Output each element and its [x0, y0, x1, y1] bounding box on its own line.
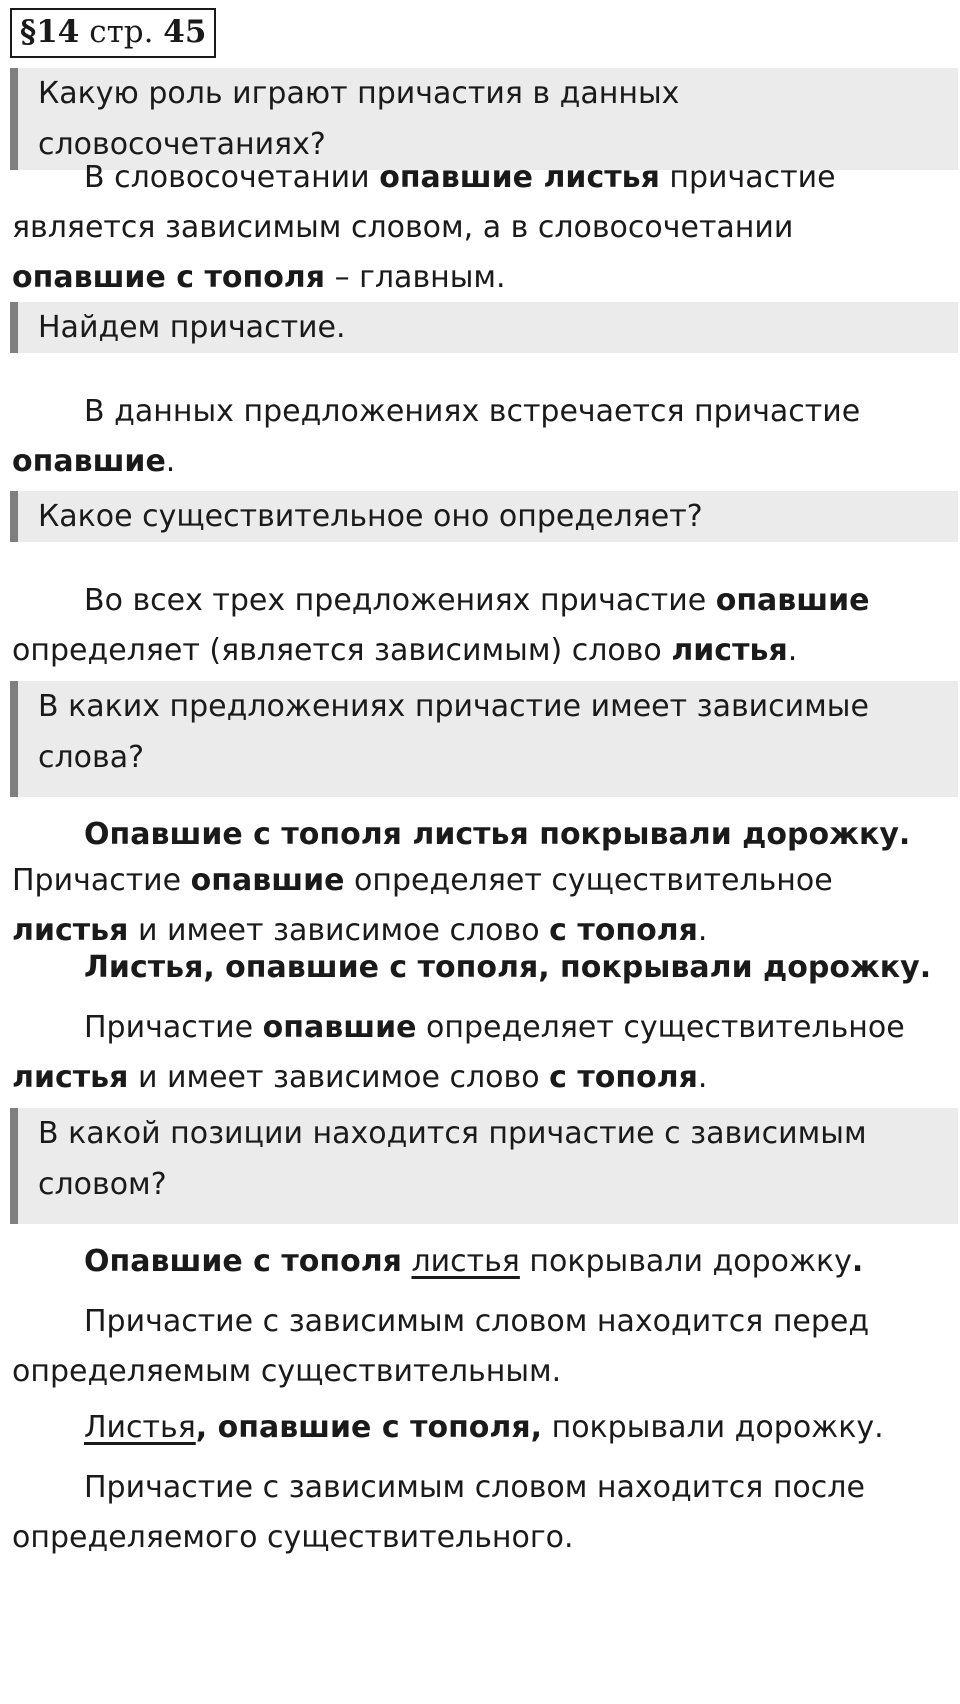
section-number: §14: [20, 14, 80, 50]
question-text: Какую роль играют причастия в данных словосочетаниях?: [38, 76, 680, 162]
answer-text: покрывали дорожку.: [542, 1410, 884, 1445]
answer-text: .: [697, 913, 708, 948]
section-page-header: [10, 8, 216, 58]
noun-underlined: листья: [411, 1244, 520, 1279]
question-block-3: [10, 491, 958, 542]
example-sentence-text: Листья, опавшие с тополя, покрывали дорожку.: [84, 950, 932, 985]
answer-text: Причастие: [12, 863, 191, 898]
answer-text: определяет существительное: [416, 1010, 905, 1045]
example-explanation-1: [12, 856, 952, 956]
question-text: Найдем причастие.: [38, 310, 346, 345]
answer-text: и имеет зависимое слово: [128, 913, 550, 948]
answer-text: Причастие: [84, 1010, 263, 1045]
answer-text: .: [165, 444, 176, 479]
page-label: стр.: [89, 14, 154, 50]
dependent-word-bold: с тополя: [549, 913, 698, 948]
participle-bold: опавшие: [12, 444, 166, 479]
position-example-2: [12, 1403, 952, 1453]
participle-bold: опавшие: [262, 1010, 417, 1045]
position-explanation-1: [12, 1297, 952, 1397]
answer-text: Причастие с зависимым словом находится после определяемого существительного.: [12, 1470, 865, 1555]
answer-text: покрывали дорожку: [519, 1244, 852, 1279]
answer-paragraph-1: [12, 153, 952, 303]
example-sentence-2: [12, 943, 952, 993]
page-number: 45: [163, 14, 207, 50]
position-explanation-2: [12, 1463, 952, 1563]
question-block-5: [10, 1108, 958, 1224]
phrase-bold: опавшие листья: [379, 160, 660, 195]
answer-text: Во всех трех предложениях причастие: [84, 583, 716, 618]
noun-bold: листья: [12, 913, 129, 948]
answer-paragraph-2: [12, 387, 952, 487]
question-text: Какое существительное оно определяет?: [38, 499, 703, 534]
question-block-2: [10, 302, 958, 353]
participle-phrase-bold: , опавшие с тополя,: [195, 1410, 543, 1445]
phrase-bold: опавшие с тополя: [12, 260, 326, 295]
answer-text: определяет (является зависимым) слово: [12, 633, 672, 668]
answer-text: причастие является зависимым словом, а в словосочетании: [12, 160, 836, 245]
noun-bold: листья: [12, 1060, 129, 1095]
period-bold: .: [851, 1244, 864, 1279]
answer-text: и имеет зависимое слово: [128, 1060, 550, 1095]
answer-text: В данных предложениях встречается причастие: [84, 394, 861, 429]
answer-text: определяет существительное: [344, 863, 833, 898]
example-sentence-text: Опавшие с тополя листья покрывали дорожку.: [84, 817, 911, 852]
answer-text: – главным.: [325, 260, 506, 295]
participle-bold: опавшие: [715, 583, 870, 618]
question-text: В какой позиции находится причастие с зависимым словом?: [38, 1116, 867, 1202]
answer-text: Причастие с зависимым словом находится перед определяемым существительным.: [12, 1304, 870, 1389]
answer-text: .: [697, 1060, 708, 1095]
noun-bold: листья: [671, 633, 788, 668]
participle-bold: опавшие: [190, 863, 345, 898]
answer-paragraph-3: [12, 576, 952, 676]
example-sentence-1: [12, 810, 952, 860]
question-text: В каких предложениях причастие имеет зависимые слова?: [38, 689, 869, 775]
answer-text: .: [787, 633, 798, 668]
question-block-4: [10, 681, 958, 797]
dependent-word-bold: с тополя: [549, 1060, 698, 1095]
noun-underlined: Листья: [84, 1410, 196, 1445]
example-explanation-2: [12, 1003, 952, 1103]
position-example-1: [12, 1237, 952, 1287]
participle-phrase-bold: Опавшие с тополя: [84, 1244, 402, 1279]
answer-text: В словосочетании: [84, 160, 380, 195]
